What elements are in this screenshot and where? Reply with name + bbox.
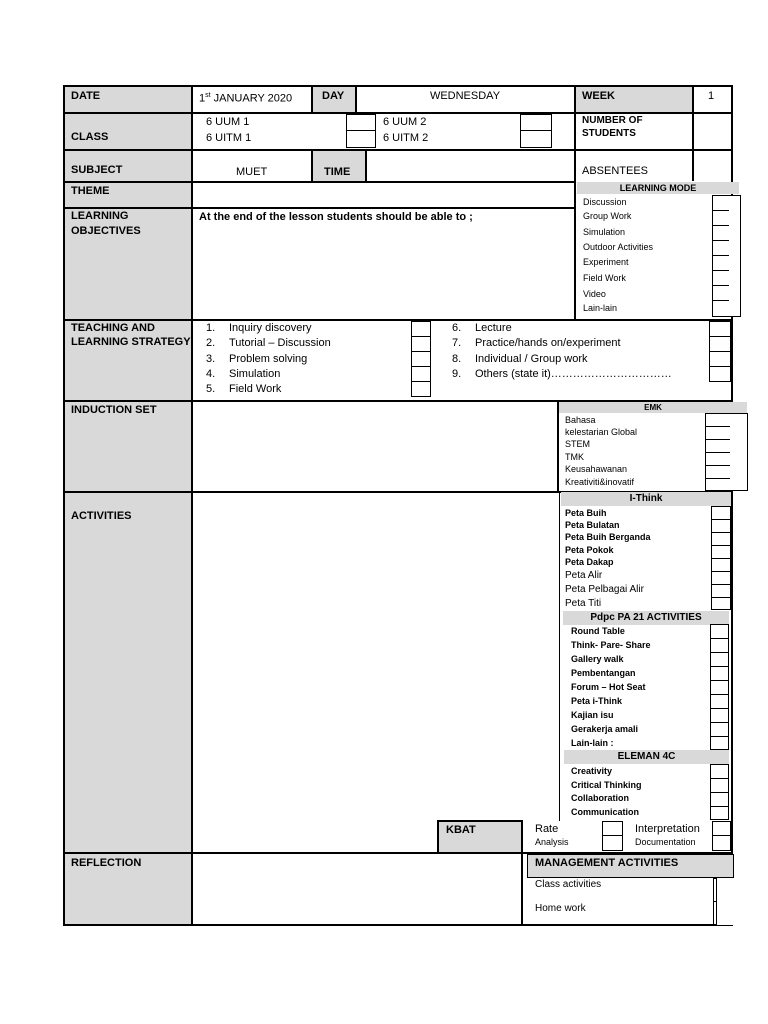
strategy-checkbox[interactable] [411,336,431,352]
emk-checkbox-outer [730,413,748,491]
learning-mode-item: Group Work [583,211,632,221]
theme-label: THEME [71,185,110,197]
eleman-header: ELEMAN 4C [564,750,729,764]
reflection-label: REFLECTION [71,857,142,869]
emk-checkbox[interactable] [705,426,731,440]
strategy-checkbox[interactable] [709,336,731,352]
learning-mode-header: LEARNING MODE [577,182,739,194]
pdpc-checkbox[interactable] [710,638,729,653]
pdpc-checkbox[interactable] [710,708,729,723]
strategy-label-1: TEACHING AND [71,322,155,334]
learning-mode-item: Simulation [583,227,626,237]
strategy-item: 8. Individual / Group work [452,353,588,365]
emk-item: STEM [565,439,591,449]
emk-item: kelestarian Global [565,427,638,437]
induction-label: INDUCTION SET [71,404,157,416]
pdpc-item: Kajian isu [571,710,614,720]
emk-checkbox[interactable] [705,465,731,479]
class-group-4-count[interactable] [520,130,552,148]
ithink-item: Peta Titi [565,598,602,609]
pdpc-item: Gallery walk [571,654,624,664]
ithink-item: Peta Alir [565,570,603,581]
students-label-1: NUMBER OF [582,115,643,126]
strategy-checkbox[interactable] [411,351,431,367]
pdpc-checkbox[interactable] [710,722,729,737]
kbat-analysis: Analysis [535,837,569,847]
learning-mode-checkbox[interactable] [712,255,730,271]
eleman-item: Creativity [571,766,613,776]
emk-checkbox[interactable] [705,413,731,427]
activities-label: ACTIVITIES [71,510,132,522]
kbat-rate: Rate [535,823,559,835]
strategy-item: 5. Field Work [206,383,282,395]
learning-mode-checkbox[interactable] [712,195,730,211]
emk-checkbox[interactable] [705,478,731,491]
emk-checkbox[interactable] [705,439,731,453]
class-label: CLASS [71,131,109,143]
strategy-checkbox[interactable] [411,381,431,397]
absentees-label: ABSENTEES [582,165,649,177]
ithink-checkbox[interactable] [711,506,731,520]
eleman-checkbox[interactable] [710,792,729,807]
week-value: 1 [708,90,715,102]
pdpc-checkbox[interactable] [710,666,729,681]
kbat-analysis-checkbox[interactable] [602,835,623,851]
strategy-item: 3. Problem solving [206,353,308,365]
pdpc-item: Pembentangan [571,668,636,678]
learning-mode-checkbox[interactable] [712,210,730,226]
activities-right-divider [559,491,560,821]
kbat-interpretation: Interpretation [635,823,700,835]
eleman-item: Communication [571,807,640,817]
strategy-checkbox[interactable] [709,351,731,367]
subject-label: SUBJECT [71,164,123,176]
ithink-item: Peta Dakap [565,557,614,567]
pdpc-checkbox[interactable] [710,736,729,750]
pdpc-checkbox[interactable] [710,624,729,639]
pdpc-item: Round Table [571,626,625,636]
strategy-item: 9. Others (state it)…………………………… [452,368,672,380]
kbat-rate-checkbox[interactable] [602,821,623,836]
students-label-2: STUDENTS [582,128,636,139]
ithink-checkbox[interactable] [711,532,731,546]
kbat-label: KBAT [446,824,476,836]
ithink-item: Peta Bulatan [565,520,620,530]
learning-mode-checkbox[interactable] [712,300,730,317]
day-label: DAY [322,90,345,102]
learning-mode-checkbox[interactable] [712,240,730,256]
kbat-documentation: Documentation [635,837,696,847]
learning-mode-checkbox[interactable] [712,225,730,241]
learning-mode-item: Lain-lain [583,303,618,313]
ithink-checkbox[interactable] [711,584,731,598]
class-group-2: 6 UITM 1 [206,132,252,144]
strategy-label-2: LEARNING STRATEGY [71,336,191,348]
subject-value: MUET [236,166,268,178]
emk-item: Keusahawanan [565,464,628,474]
class-group-3-count[interactable] [520,114,552,131]
strategy-checkbox[interactable] [411,366,431,382]
learning-mode-item: Experiment [583,257,629,267]
learning-mode-checkbox[interactable] [712,270,730,286]
ithink-checkbox[interactable] [711,597,731,610]
objectives-label-1: LEARNING [71,210,129,222]
emk-item: TMK [565,452,584,462]
class-group-1: 6 UUM 1 [206,116,250,128]
strategy-item: 7. Practice/hands on/experiment [452,337,621,349]
pdpc-item: Forum – Hot Seat [571,682,646,692]
day-value: WEDNESDAY [429,90,501,102]
ithink-checkbox[interactable] [711,558,731,572]
strategy-item: 2. Tutorial – Discussion [206,337,331,349]
learning-mode-item: Discussion [583,197,627,207]
management-item-homework: Home work [535,903,586,914]
learning-mode-checkbox-outer [729,195,741,317]
pdpc-item: Gerakerja amali [571,724,639,734]
ithink-checkbox[interactable] [711,545,731,559]
ithink-item: Peta Buih [565,508,607,518]
eleman-item: Critical Thinking [571,780,642,790]
strategy-item: 6. Lecture [452,322,512,334]
emk-checkbox[interactable] [705,452,731,466]
strategy-item: 1. Inquiry discovery [206,322,312,334]
management-item-class: Class activities [535,879,602,890]
strategy-checkbox[interactable] [709,366,731,382]
management-title: MANAGEMENT ACTIVITIES [535,857,679,869]
strategy-checkbox[interactable] [709,321,731,337]
class-group-2-count[interactable] [346,130,376,148]
class-group-3: 6 UUM 2 [383,116,427,128]
ithink-checkbox[interactable] [711,571,731,585]
ithink-checkbox[interactable] [711,519,731,533]
eleman-checkbox[interactable] [710,778,729,793]
learning-mode-checkbox[interactable] [712,285,730,301]
eleman-item: Collaboration [571,793,629,803]
strategy-item: 4. Simulation [206,368,281,380]
learning-mode-item: Video [583,289,606,299]
ithink-item: Peta Pokok [565,545,614,555]
pdpc-checkbox[interactable] [710,680,729,695]
objectives-label-2: OBJECTIVES [71,225,141,237]
pdpc-checkbox[interactable] [710,652,729,667]
time-label: TIME [324,166,351,178]
emk-header: EMK [559,402,747,413]
week-label: WEEK [582,90,615,102]
pdpc-checkbox[interactable] [710,694,729,709]
pdpc-item: Think- Pare- Share [571,640,651,650]
ithink-item: Peta Buih Berganda [565,532,651,542]
ithink-header: I-Think [561,492,731,506]
ithink-item: Peta Pelbagai Alir [565,584,644,595]
kbat-documentation-checkbox[interactable] [712,835,731,851]
class-group-4: 6 UITM 2 [383,132,429,144]
emk-item: Bahasa [565,415,596,425]
eleman-checkbox[interactable] [710,764,729,779]
date-label: DATE [71,90,101,102]
strategy-checkbox[interactable] [411,321,431,337]
pdpc-item: Peta i-Think [571,696,623,706]
objectives-text: At the end of the lesson students should be able to ; [199,211,473,223]
eleman-checkbox[interactable] [710,806,729,820]
emk-item: Kreativiti&inovatif [565,477,635,487]
date-value: 1st JANUARY 2020 [199,92,293,105]
learning-mode-item: Outdoor Activities [583,242,654,252]
learning-mode-item: Field Work [583,273,626,283]
class-group-1-count[interactable] [346,114,376,131]
kbat-interpretation-checkbox[interactable] [712,821,731,836]
management-checkbox-inner [716,878,733,925]
pdpc-item: Lain-lain : [571,738,614,748]
pdpc-header: Pdpc PA 21 ACTIVITIES [563,611,729,625]
